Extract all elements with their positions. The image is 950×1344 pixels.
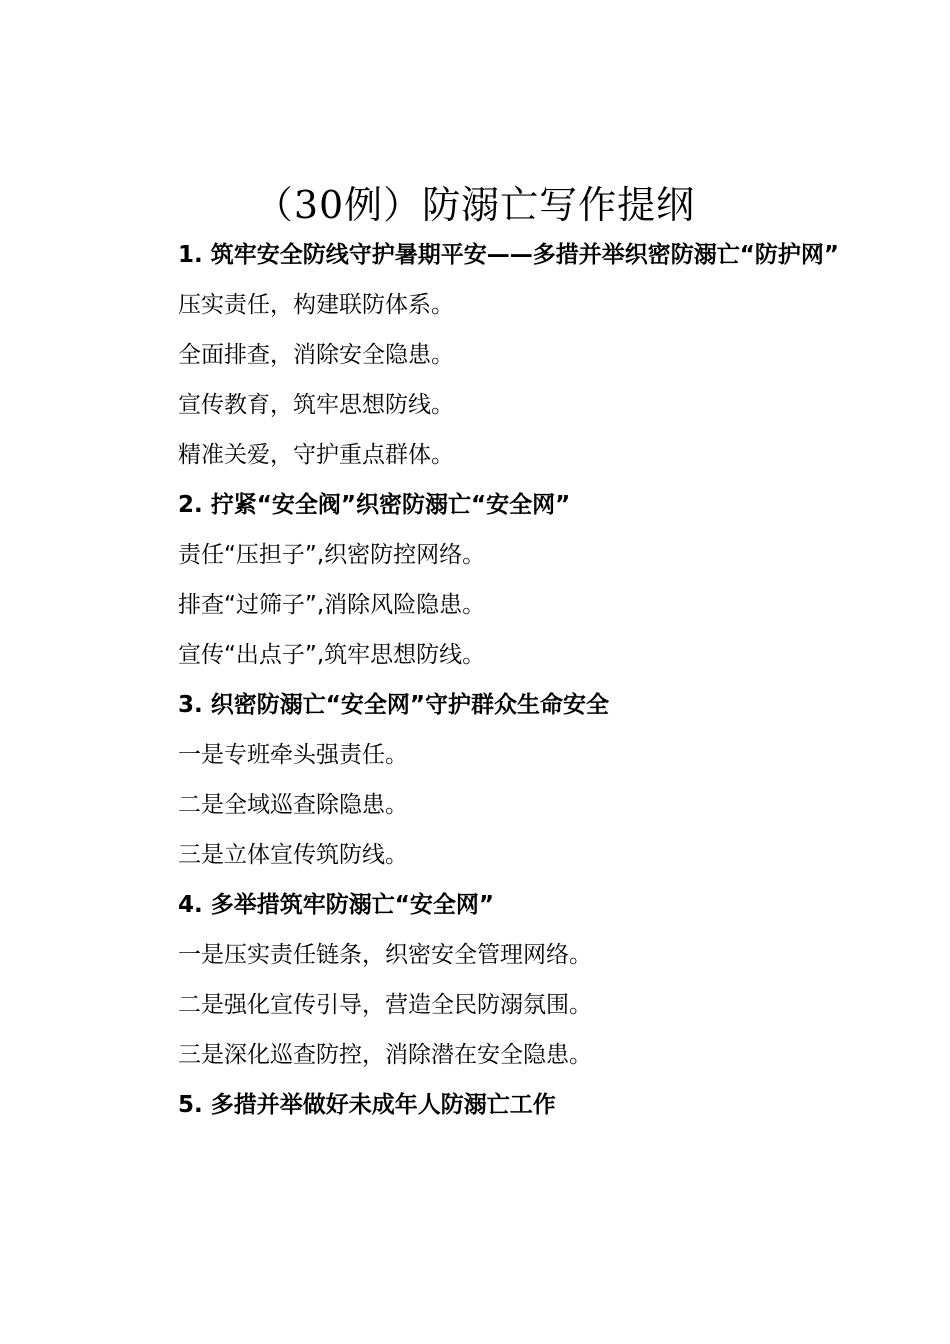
section-heading: 5. 多措并举做好未成年人防溺亡工作 — [178, 1092, 556, 1118]
section-heading: 3. 织密防溺亡“安全网”守护群众生命安全 — [178, 692, 609, 718]
document-title: （30例）防溺亡写作提纲 — [254, 183, 696, 227]
list-item: 三是立体宣传筑防线。 — [178, 842, 408, 868]
section-heading: 4. 多举措筑牢防溺亡“安全网” — [178, 892, 494, 918]
section-5 — [140, 1080, 840, 1130]
section-heading: 1. 筑牢安全防线守护暑期平安——多措并举织密防溺亡“防护网” — [178, 242, 839, 268]
list-item: 压实责任，构建联防体系。 — [178, 292, 454, 318]
list-item: 全面排查，消除安全隐患。 — [178, 342, 454, 368]
document-body — [140, 230, 840, 1130]
section-3 — [140, 680, 840, 880]
list-item: 宣传教育，筑牢思想防线。 — [178, 392, 454, 418]
section-1 — [140, 230, 840, 480]
list-item: 责任“压担子”,织密防控网络。 — [178, 542, 486, 568]
list-item: 排查“过筛子”,消除风险隐患。 — [178, 592, 486, 618]
list-item: 一是专班牵头强责任。 — [178, 742, 408, 768]
section-2 — [140, 480, 840, 680]
list-item: 精准关爱，守护重点群体。 — [178, 442, 454, 468]
list-item: 一是压实责任链条，织密安全管理网络。 — [178, 942, 592, 968]
section-heading: 2. 拧紧“安全阀”织密防溺亡“安全网” — [178, 492, 571, 518]
list-item: 三是深化巡查防控，消除潜在安全隐患。 — [178, 1042, 592, 1068]
section-4 — [140, 880, 840, 1080]
list-item: 宣传“出点子”,筑牢思想防线。 — [178, 642, 486, 668]
list-item: 二是强化宣传引导，营造全民防溺氛围。 — [178, 992, 592, 1018]
list-item: 二是全域巡查除隐患。 — [178, 792, 408, 818]
